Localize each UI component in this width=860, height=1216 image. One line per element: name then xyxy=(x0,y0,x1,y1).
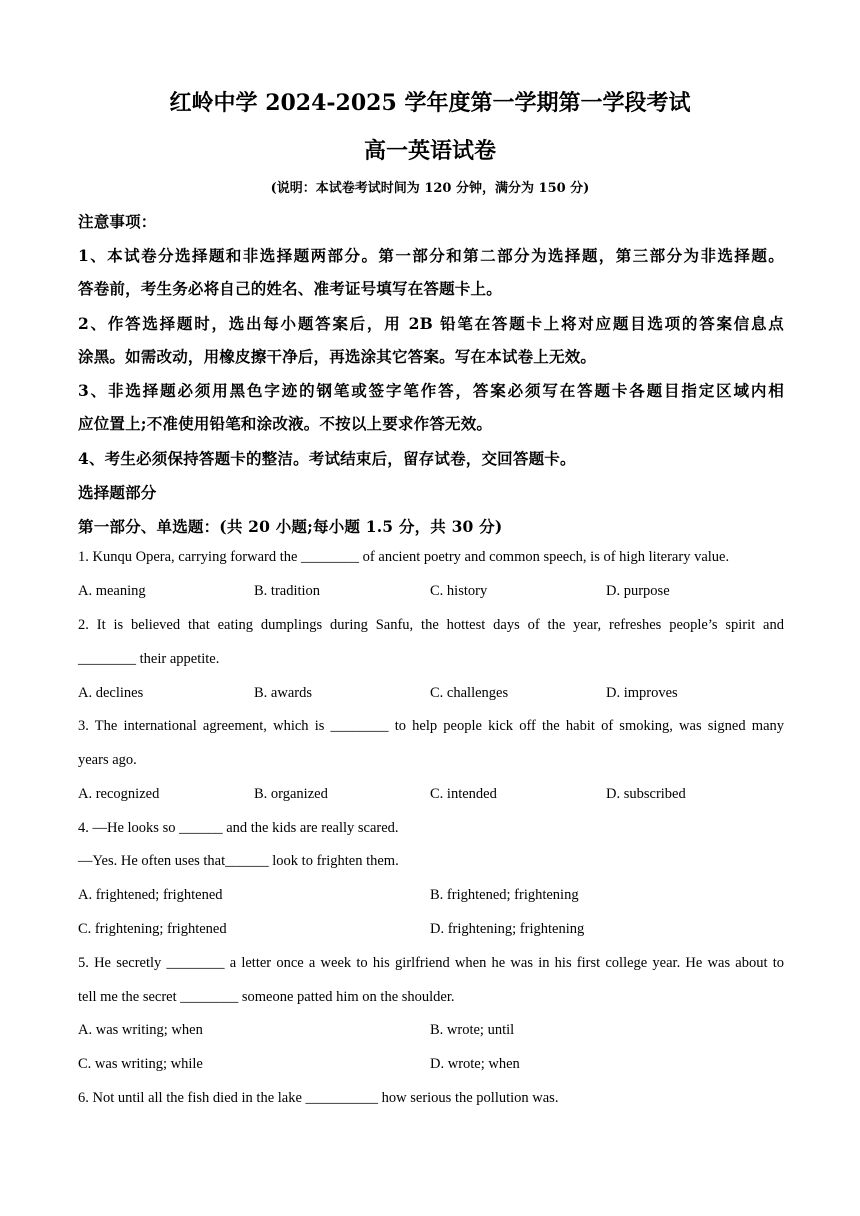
instruction-4: 4、考生必须保持答题卡的整洁。考试结束后，留存试卷，交回答题卡。 xyxy=(78,449,576,468)
question-4-option-b: B. frightened; frightening xyxy=(430,887,579,903)
question-1-option-d: D. purpose xyxy=(606,583,670,599)
question-4-option-a: A. frightened; frightened xyxy=(78,887,223,903)
instruction-1-line-2: 答卷前，考生务必将自己的姓名、准考证号填写在答题卡上。 xyxy=(78,279,502,298)
instruction-2-line-1: 2、作答选择题时，选出每小题答案后，用 2B 铅笔在答题卡上将对应题目选项的答案信息点 xyxy=(78,314,784,333)
exam-title: 红岭中学 2024-2025 学年度第一学期第一学段考试 xyxy=(169,90,691,116)
question-2-option-c: C. challenges xyxy=(430,685,509,701)
question-3-option-d: D. subscribed xyxy=(606,786,686,802)
question-2-option-b: B. awards xyxy=(254,685,312,701)
question-4-option-d: D. frightening; frightening xyxy=(430,921,585,937)
question-1-option-c: C. history xyxy=(430,583,488,599)
question-5-option-b: B. wrote; until xyxy=(430,1022,515,1038)
question-4-option-c: C. frightening; frightened xyxy=(78,921,227,937)
question-5-option-c: C. was writing; while xyxy=(78,1056,203,1072)
exam-subtitle: 高一英语试卷 xyxy=(363,138,496,164)
instruction-3-line-2: 应位置上;不准使用铅笔和涂改液。不按以上要求作答无效。 xyxy=(78,414,493,433)
instructions-heading: 注意事项： xyxy=(78,212,157,231)
question-4-stem-line-1: 4. —He looks so ______ and the kids are really scared. xyxy=(78,820,399,836)
question-3-stem-line-2: years ago. xyxy=(78,752,137,768)
question-2-option-d: D. improves xyxy=(606,685,678,701)
question-2-option-a: A. declines xyxy=(78,685,144,701)
question-1-option-b: B. tradition xyxy=(254,583,321,599)
question-3-option-c: C. intended xyxy=(430,786,497,802)
question-1-option-a: A. meaning xyxy=(78,583,146,599)
question-1-stem: 1. Kunqu Opera, carrying forward the ________ of ancient poetry and common speech, is of high literary value. xyxy=(78,549,730,565)
instruction-1-line-1: 1、本试卷分选择题和非选择题两部分。第一部分和第二部分为选择题，第三部分为非选择题。 xyxy=(78,246,784,265)
section-label: 选择题部分 xyxy=(78,483,157,502)
question-3-stem-line-1: 3. The international agreement, which is ________ to help people kick off the habit of smoking, was signed many xyxy=(78,718,784,734)
question-3-option-a: A. recognized xyxy=(78,786,160,802)
instruction-2-line-2: 涂黑。如需改动，用橡皮擦干净后，再选涂其它答案。写在本试卷上无效。 xyxy=(78,347,597,366)
exam-note: (说明：本试卷考试时间为 120 分钟，满分为 150 分) xyxy=(270,181,590,196)
question-2-stem-line-1: 2. It is believed that eating dumplings during Sanfu, the hottest days of the year, refreshes people’s spirit and xyxy=(78,617,784,633)
question-5-option-d: D. wrote; when xyxy=(430,1056,520,1072)
question-6-stem: 6. Not until all the fish died in the lake __________ how serious the pollution was. xyxy=(78,1090,559,1106)
question-2-stem-line-2: ________ their appetite. xyxy=(78,651,220,667)
question-5-option-a: A. was writing; when xyxy=(78,1022,203,1038)
question-5-stem-line-2: tell me the secret ________ someone patted him on the shoulder. xyxy=(78,989,455,1005)
question-4-stem-line-2: —Yes. He often uses that______ look to frighten them. xyxy=(78,853,399,869)
instruction-3-line-1: 3、非选择题必须用黑色字迹的钢笔或签字笔作答，答案必须写在答题卡各题目指定区域内相 xyxy=(78,381,784,400)
part-1-heading: 第一部分、单选题：(共 20 小题;每小题 1.5 分，共 30 分) xyxy=(78,517,503,536)
question-3-option-b: B. organized xyxy=(254,786,328,802)
question-5-stem-line-1: 5. He secretly ________ a letter once a week to his girlfriend when he was in his first college year. He was about to xyxy=(78,955,784,971)
